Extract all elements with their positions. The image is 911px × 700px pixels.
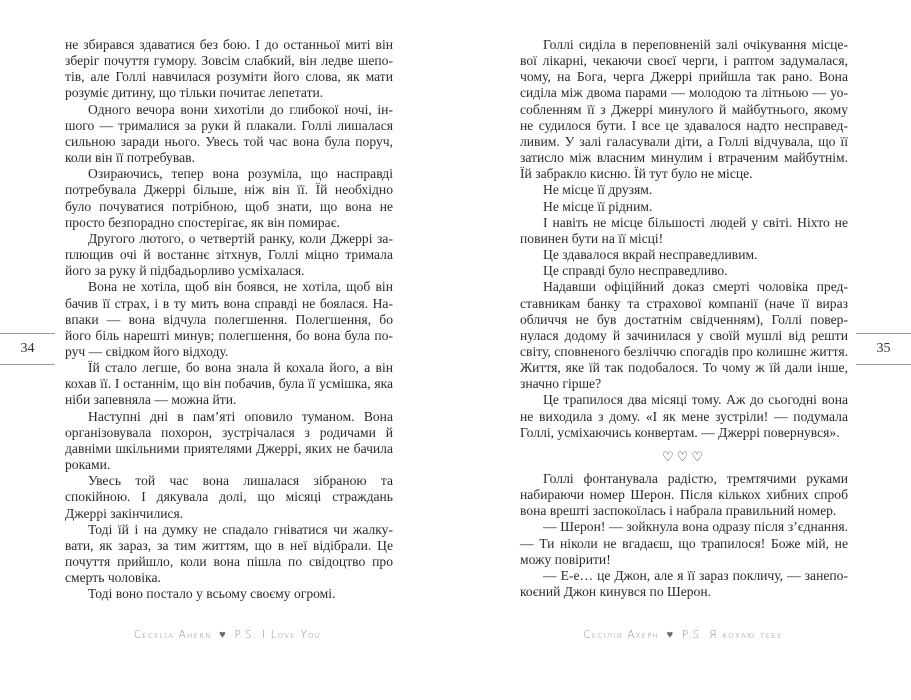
page-number: 34 xyxy=(0,333,55,365)
paragraph: Це здавалося вкрай несправедливим. xyxy=(543,247,758,263)
running-footer xyxy=(0,628,455,641)
left-page xyxy=(0,0,455,700)
paragraph: Озираючись, тепер вона розуміла, що насправді потребувала Джеррі більше, ніж він її. Їй необхідно було почуватися потрібною, щоб знати, що вона не просто безпорадно спостерігає, як він помирає. xyxy=(65,166,393,230)
paragraph: Голлі сиділа в переповненій залі очікування місцевої лікарні, чекаючи своєї черги, і раптом задумалася, чому, на Бога, черга Джеррі прийшла так рано. Вона сиділа між двома парами — молодою та літньою — уособленням її з Джеррі минулого й майбутнього, якому не судилося бути. І все це здавалося надто несправедливим. У залі галасували діти, а Голлі відчувала, що її затисло між власним минулим і втраченим майбутнім. Їй забракло кисню. Їй тут було не місце. xyxy=(520,37,848,182)
page-number: 35 xyxy=(856,333,911,365)
footer-author: Сесілія Ахерн xyxy=(583,629,660,641)
paragraph: І навіть не місце більшості людей у світі. Ніхто не повинен бути на її місці! xyxy=(520,214,848,246)
paragraph: Голлі фонтанувала радістю, тремтячими руками набираючи номер Шерон. Після кількох хибних спроб вона врешті заспокоїлась і набрала правильний номер. xyxy=(520,470,848,519)
paragraph: Не місце її рідним. xyxy=(543,198,653,214)
paragraph: — Шерон! — зойкнула вона одразу після з’єднання. — Ти ніколи не вгадаєш, що трапилося! Боже мій, не можу повірити! xyxy=(520,519,848,567)
section-divider-hearts-icon: ♡♡♡ xyxy=(662,448,706,464)
paragraph: Це справді було несправедливо. xyxy=(543,263,728,279)
paragraph: Їй стало легше, бо вона знала й кохала його, а він кохав її. І останнім, що він побачив, була її усмішка, яка ніби запевняла — можна йти. xyxy=(65,360,393,408)
paragraph: Наступні дні в пам’яті оповило туманом. Вона організовувала похорон, зустрічалася з родичами й давніми шкільними приятелями Джеррі, яких не бачила роками. xyxy=(65,408,393,473)
footer-title: P.S. Я кохаю тебе xyxy=(681,629,783,641)
paragraph: Не місце її друзям. xyxy=(543,182,653,198)
right-page-text xyxy=(520,37,848,600)
paragraph: Це трапилося два місяці тому. Аж до сьогодні вона не виходила з дому. «І як мене зустріли! — подумала Голлі, усміхаючись конвертам. — Джеррі повернувся». xyxy=(520,392,848,440)
paragraph: Другого лютого, о четвертій ранку, коли Джеррі заплющив очі й востаннє зітхнув, Голлі міцно тримала його за руку й підбадьорливо усміхалася. xyxy=(65,230,393,279)
paragraph: Надавши офіційний доказ смерті чоловіка представникам банку та страхової компанії (наче її вираз обличчя не був достатнім свідченням), Голлі повернулася додому й зачинилася у своїй мушлі від решти світу, сповненого безліччю спогадів про колишнє життя. Життя, яке їй так подобалося. То чому ж їй дали інше, значно гірше? xyxy=(520,279,848,392)
heart-icon: ♥ xyxy=(666,628,675,641)
paragraph: не збирався здаватися без бою. І до останньої миті він зберіг почуття гумору. Зовсім слабкий, він ледве шепотів, але Голлі навчилася розуміти його слова, як мати розуміє дитину, що тільки почитає лепетати. xyxy=(65,37,393,101)
paragraph: Увесь той час вона лишалася зібраною та спокійною. І дякувала долі, що місяці страждань Джеррі закінчилися. xyxy=(65,473,393,521)
right-page xyxy=(455,0,911,700)
paragraph: Тоді їй і на думку не спадало гніватися чи жалкувати, як зараз, за тим життям, що в неї відібрали. Це почуття прийшло, коли вона пішла по свідоцтво про смерть чоловіка. xyxy=(65,521,393,586)
paragraph: — Е-е… це Джон, але я її зараз покличу, — занепокоєний Джон кинувся по Шерон. xyxy=(520,567,848,599)
paragraph: Одного вечора вони хихотіли до глибокої ночі, іншого — трималися за руки й плакали. Голлі лишалася сильною заради нього. Увесь той час вона була поруч, коли він її потребував. xyxy=(65,101,393,166)
running-footer xyxy=(455,628,911,641)
left-page-text xyxy=(65,37,393,602)
heart-icon: ♥ xyxy=(219,628,227,641)
footer-author: Cecelia Ahern xyxy=(133,629,212,641)
footer-title: P.S. I Love You xyxy=(234,629,322,641)
paragraph: Тоді воно постало у всьому своєму огромі. xyxy=(88,586,336,602)
paragraph: Вона не хотіла, щоб він боявся, не хотіла, щоб він бачив її страх, і в ту мить вона справді не боялася. Навпаки — вона відчула полегшення. Полегшення, бо його біль нарешті минув; полегшення, бо вона була поруч — свідком його відходу. xyxy=(65,279,393,359)
